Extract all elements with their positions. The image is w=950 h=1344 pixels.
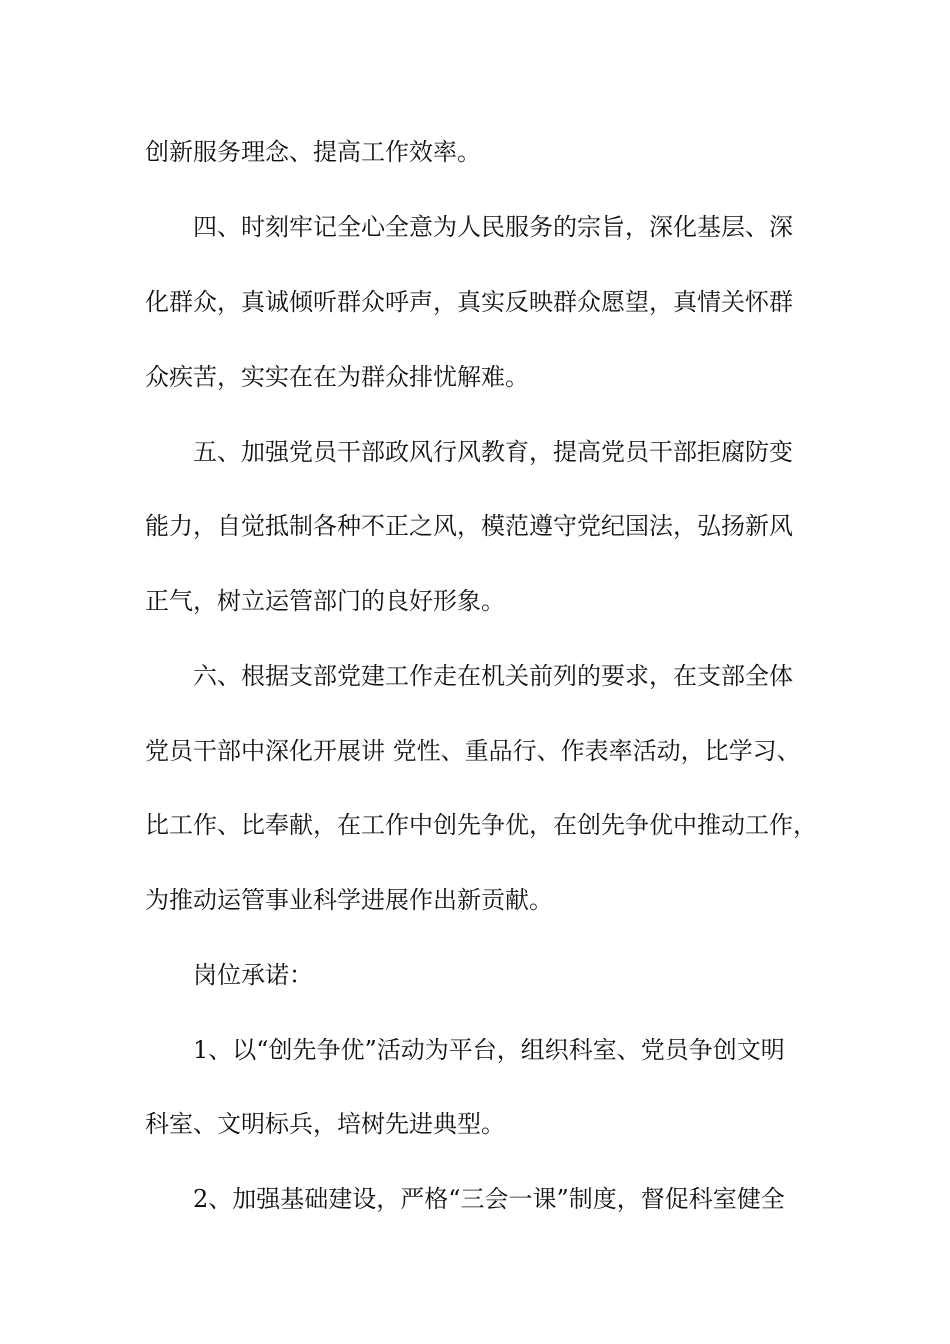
commitment-two-start: 2、加强基础建设，严格“三会一课”制度，督促科室健全 bbox=[193, 1185, 785, 1213]
text-line: 正气，树立运管部门的良好形象。 bbox=[145, 587, 505, 615]
paragraph-four-start: 四、时刻牢记全心全意为人民服务的宗旨，深化基层、深 bbox=[193, 213, 793, 241]
section-heading: 岗位承诺： bbox=[193, 961, 313, 989]
text-line: 党员干部中深化开展讲 党性、重品行、作表率活动，比学习、 bbox=[145, 737, 801, 765]
text-line: 比工作、比奉献，在工作中创先争优，在创先争优中推动工作， bbox=[145, 811, 817, 839]
text-line: 众疾苦，实实在在为群众排忧解难。 bbox=[145, 363, 529, 391]
commitment-one-start: 1、以“创先争优”活动为平台，组织科室、党员争创文明 bbox=[193, 1036, 785, 1064]
paragraph-five-start: 五、加强党员干部政风行风教育，提高党员干部拒腐防变 bbox=[193, 438, 793, 466]
text-line: 科室、文明标兵，培树先进典型。 bbox=[145, 1110, 505, 1138]
paragraph-six-start: 六、根据支部党建工作走在机关前列的要求，在支部全体 bbox=[193, 662, 793, 690]
text-line: 创新服务理念、提高工作效率。 bbox=[145, 138, 481, 166]
text-line: 能力，自觉抵制各种不正之风，模范遵守党纪国法，弘扬新风 bbox=[145, 512, 793, 540]
text-line: 化群众，真诚倾听群众呼声，真实反映群众愿望，真情关怀群 bbox=[145, 288, 793, 316]
text-line: 为推动运管事业科学进展作出新贡献。 bbox=[145, 886, 553, 914]
